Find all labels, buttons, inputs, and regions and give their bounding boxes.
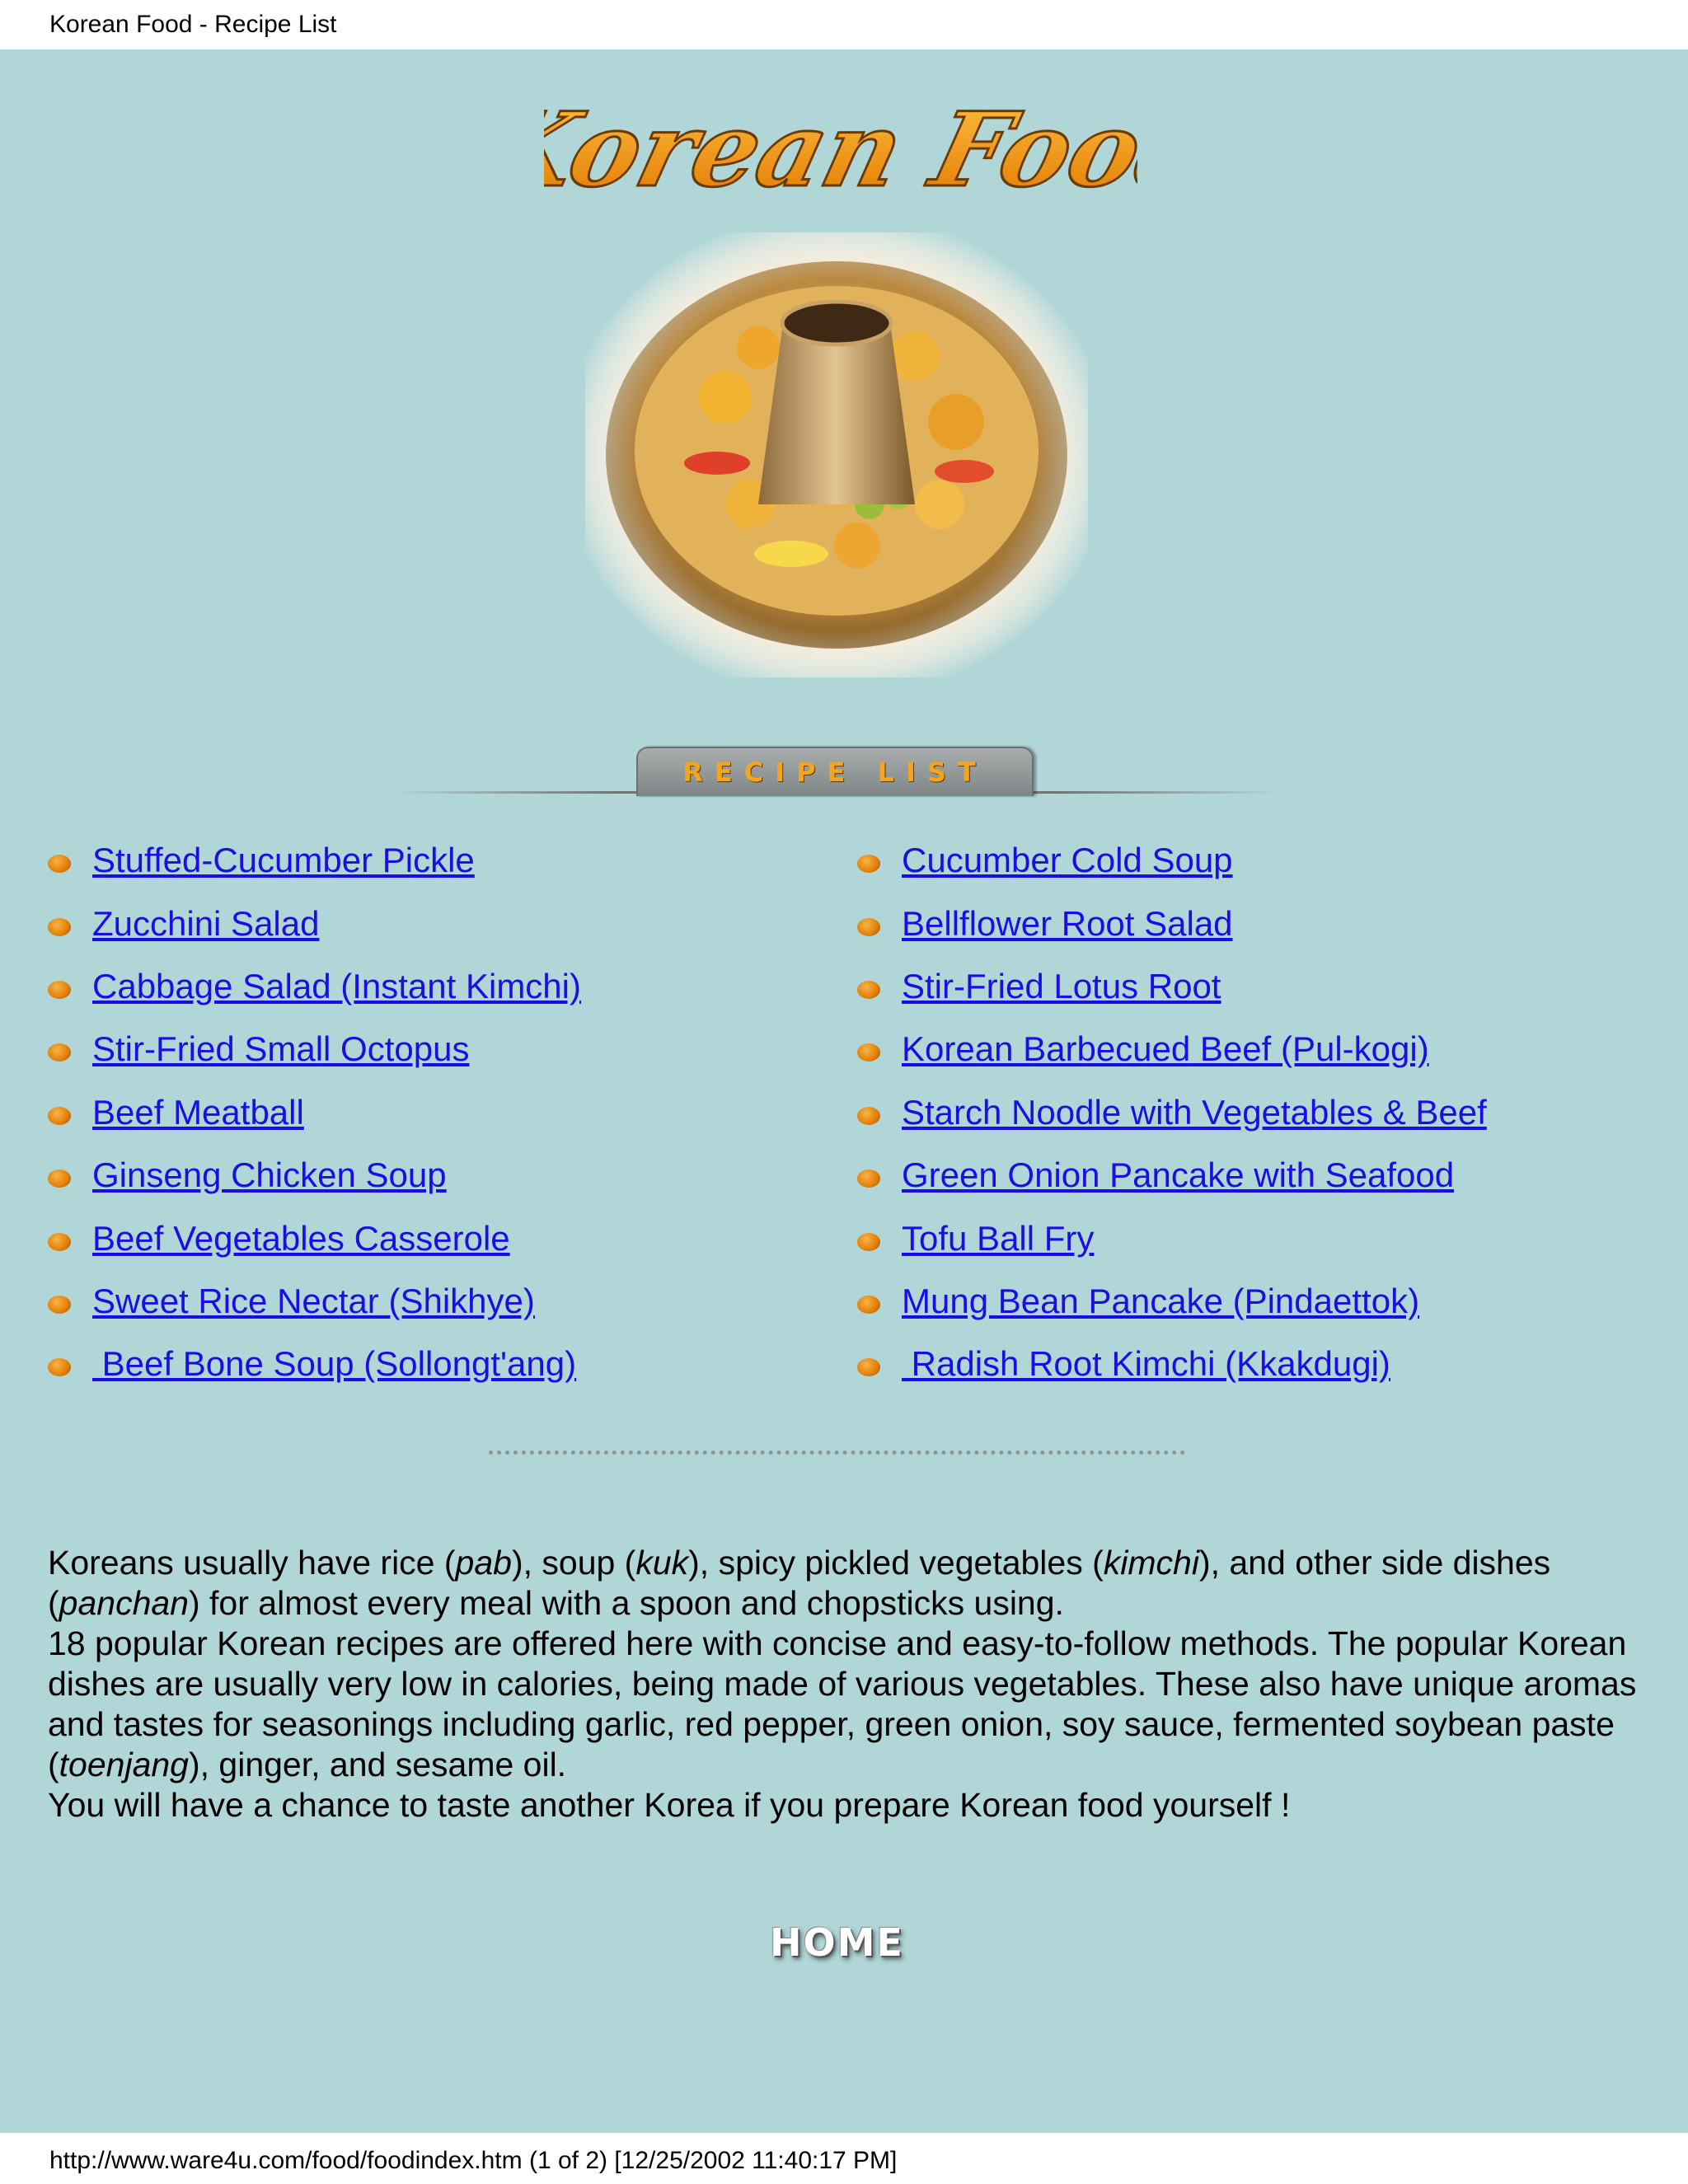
recipe-link[interactable]: Stuffed-Cucumber Pickle: [92, 841, 475, 880]
bullet-icon: [857, 1169, 880, 1188]
svg-text:​: ​: [833, 90, 860, 215]
bullet-icon: [857, 1296, 880, 1314]
list-item: [857, 1081, 1487, 1144]
recipe-link[interactable]: Bellflower Root Salad: [902, 903, 1233, 943]
list-item: [48, 1207, 581, 1269]
dotted-divider: [489, 1451, 1185, 1455]
recipe-link[interactable]: Sweet Rice Nectar (Shikhye): [92, 1281, 535, 1320]
recipe-list-right: [857, 829, 1487, 1396]
text: Koreans usually have rice (: [48, 1544, 456, 1582]
recipe-link[interactable]: Cucumber Cold Soup: [902, 841, 1233, 880]
recipe-link[interactable]: Starch Noodle with Vegetables & Beef: [902, 1092, 1487, 1132]
recipe-link[interactable]: Beef Bone Soup (Sollongt'ang): [92, 1344, 577, 1384]
page-body: [0, 49, 1688, 2133]
bullet-icon: [857, 981, 880, 999]
recipe-link[interactable]: Stir-Fried Small Octopus: [92, 1029, 470, 1069]
description: [48, 1543, 1647, 1825]
bullet-icon: [48, 1169, 71, 1188]
text: ), soup (: [511, 1544, 636, 1582]
bullet-icon: [857, 855, 880, 873]
korean-food-logo: [544, 74, 1137, 239]
recipe-link[interactable]: Zucchini Salad: [92, 903, 320, 943]
recipe-link[interactable]: Green Onion Pancake with Seafood: [902, 1155, 1455, 1195]
recipe-list-tab: [636, 747, 1034, 796]
list-item: [48, 829, 581, 892]
text: 18 popular Korean recipes are offered here with concise and easy-to-follow methods. The popular Korean dishes are usually very low in calories, being made of various vegetables. These also have unique aromas and tastes for seasonings including garlic, red pepper, green onion, soy sauce, fermented soybean paste (: [48, 1624, 1637, 1783]
logo-text: Korean Food: [544, 89, 1137, 210]
list-item: [48, 955, 581, 1018]
description-paragraph-2: [48, 1624, 1647, 1785]
recipe-link[interactable]: Beef Meatball: [92, 1092, 304, 1132]
bullet-icon: [48, 1107, 71, 1125]
list-item: [48, 1081, 581, 1144]
korean-term: panchan: [59, 1584, 189, 1622]
bullet-icon: [48, 1233, 71, 1251]
korean-term: kuk: [635, 1544, 689, 1582]
bullet-icon: [857, 918, 880, 936]
page-title: Korean Food - Recipe List: [49, 11, 337, 38]
text: ) for almost every meal with a spoon and chopsticks using.: [188, 1584, 1064, 1622]
recipe-list-header: [396, 732, 1278, 814]
recipe-link[interactable]: Radish Root Kimchi (Kkakdugi): [902, 1344, 1390, 1384]
bullet-icon: [857, 1233, 880, 1251]
list-item: [857, 829, 1487, 892]
recipe-link[interactable]: Tofu Ball Fry: [902, 1218, 1095, 1258]
bullet-icon: [48, 918, 71, 936]
bullet-icon: [48, 1358, 71, 1376]
list-item: [857, 1018, 1487, 1080]
logo-graphic: [544, 74, 1137, 239]
list-item: [48, 1018, 581, 1080]
list-item: [48, 1333, 581, 1395]
bullet-icon: [48, 1043, 71, 1062]
description-paragraph-3: You will have a chance to taste another Korea if you prepare Korean food yourself !: [48, 1786, 1291, 1824]
recipe-link[interactable]: Korean Barbecued Beef (Pul-kogi): [902, 1029, 1429, 1069]
korean-term: toenjang: [59, 1746, 189, 1783]
list-item: [48, 892, 581, 954]
bullet-icon: [48, 1296, 71, 1314]
hotpot-photo: [585, 232, 1088, 677]
list-item: [857, 1270, 1487, 1333]
text: ), ginger, and sesame oil.: [188, 1746, 567, 1783]
korean-term: kimchi: [1103, 1544, 1199, 1582]
bullet-icon: [48, 855, 71, 873]
recipe-link[interactable]: Stir-Fried Lotus Root: [902, 966, 1221, 1005]
list-item: [48, 1270, 581, 1333]
list-item: [857, 955, 1487, 1018]
text: ), spicy pickled vegetables (: [688, 1544, 1104, 1582]
recipe-link[interactable]: Mung Bean Pancake (Pindaettok): [902, 1281, 1420, 1320]
home-button[interactable]: HOME: [770, 1920, 904, 1965]
list-item: [857, 1144, 1487, 1207]
bullet-icon: [857, 1358, 880, 1376]
bullet-icon: [857, 1107, 880, 1125]
list-item: [857, 1207, 1487, 1269]
bullet-icon: [48, 981, 71, 999]
text: ), and other side dishes (: [48, 1544, 1551, 1622]
list-item: [857, 1333, 1487, 1395]
recipe-link[interactable]: Beef Vegetables Casserole: [92, 1218, 510, 1258]
korean-term: pab: [455, 1544, 512, 1582]
recipe-link[interactable]: Ginseng Chicken Soup: [92, 1155, 447, 1195]
bullet-icon: [857, 1043, 880, 1062]
description-paragraph-1: [48, 1543, 1647, 1624]
list-item: [857, 892, 1487, 954]
recipe-list-left: [48, 829, 581, 1396]
page-url-footer: http://www.ware4u.com/food/foodindex.htm (1 of 2) [12/25/2002 11:40:17 PM]: [49, 2147, 898, 2174]
recipe-list-label: RECIPE LIST: [682, 757, 987, 788]
list-item: [48, 1144, 581, 1207]
recipe-link[interactable]: Cabbage Salad (Instant Kimchi): [92, 966, 581, 1005]
